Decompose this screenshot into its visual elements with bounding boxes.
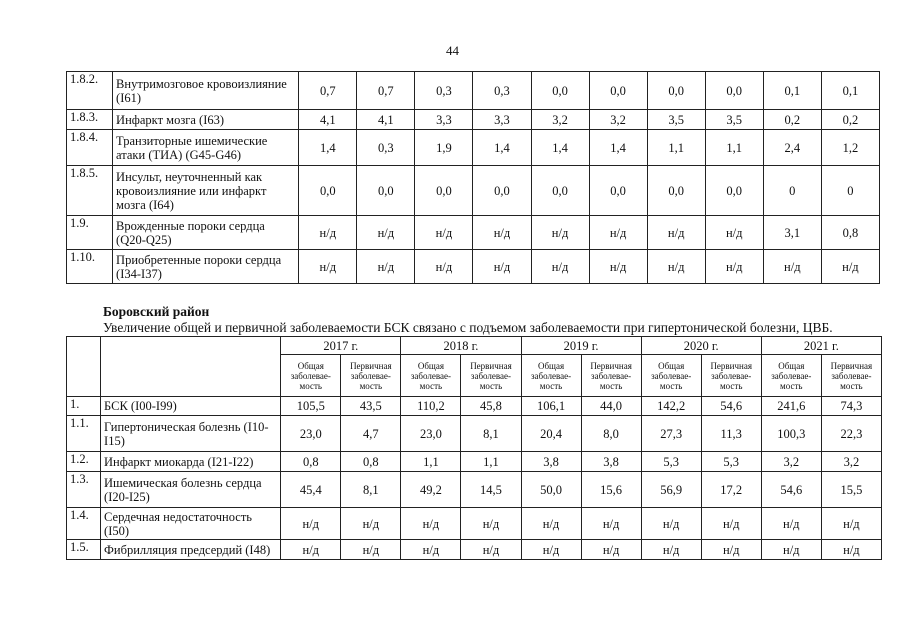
value-cell: 100,3: [761, 416, 821, 452]
table-row: [67, 130, 880, 166]
value-cell: н/д: [581, 508, 641, 540]
value-cell: 1,9: [415, 130, 473, 166]
sub-header-general: Общая заболевае-мость: [761, 355, 821, 397]
value-cell: н/д: [647, 216, 705, 250]
value-cell: 0,0: [531, 72, 589, 110]
value-cell: н/д: [531, 250, 589, 284]
value-cell: 3,5: [647, 110, 705, 130]
row-name: Сердечная недостаточность (I50): [101, 508, 281, 540]
table-continued: [66, 71, 880, 284]
value-cell: 3,8: [581, 452, 641, 472]
value-cell: 0,1: [821, 72, 879, 110]
row-code: 1.: [67, 397, 101, 416]
value-cell: 1,4: [473, 130, 531, 166]
value-cell: 0,0: [357, 166, 415, 216]
value-cell: 4,7: [341, 416, 401, 452]
row-code: 1.8.5.: [67, 166, 113, 216]
value-cell: 0,8: [821, 216, 879, 250]
value-cell: 23,0: [281, 416, 341, 452]
row-code: 1.8.2.: [67, 72, 113, 110]
value-cell: н/д: [641, 508, 701, 540]
value-cell: н/д: [521, 540, 581, 560]
value-cell: 45,4: [281, 472, 341, 508]
value-cell: 0,0: [531, 166, 589, 216]
header-blank-code: [67, 337, 101, 397]
value-cell: 3,3: [473, 110, 531, 130]
value-cell: н/д: [415, 216, 473, 250]
value-cell: 5,3: [701, 452, 761, 472]
row-name: Инсульт, неуточненный как кровоизлияние или инфаркт мозга (I64): [113, 166, 299, 216]
value-cell: 22,3: [821, 416, 881, 452]
row-name: Гипертоническая болезнь (I10-I15): [101, 416, 281, 452]
value-cell: н/д: [647, 250, 705, 284]
value-cell: 8,1: [341, 472, 401, 508]
value-cell: 3,2: [821, 452, 881, 472]
value-cell: н/д: [357, 250, 415, 284]
value-cell: 45,8: [461, 397, 521, 416]
table-borovsky: [66, 336, 882, 560]
value-cell: н/д: [589, 250, 647, 284]
value-cell: 4,1: [357, 110, 415, 130]
value-cell: 106,1: [521, 397, 581, 416]
row-code: 1.1.: [67, 416, 101, 452]
table-row: [67, 110, 880, 130]
table-row: [67, 508, 882, 540]
value-cell: 3,2: [761, 452, 821, 472]
value-cell: 0,0: [647, 72, 705, 110]
value-cell: н/д: [821, 508, 881, 540]
table-row: [67, 216, 880, 250]
row-code: 1.5.: [67, 540, 101, 560]
value-cell: 0,8: [341, 452, 401, 472]
value-cell: 1,1: [705, 130, 763, 166]
value-cell: н/д: [521, 508, 581, 540]
value-cell: 5,3: [641, 452, 701, 472]
value-cell: 49,2: [401, 472, 461, 508]
value-cell: н/д: [299, 216, 357, 250]
value-cell: 3,3: [415, 110, 473, 130]
sub-header-general: Общая заболевае-мость: [401, 355, 461, 397]
value-cell: 0: [763, 166, 821, 216]
row-code: 1.10.: [67, 250, 113, 284]
value-cell: 0,7: [357, 72, 415, 110]
value-cell: н/д: [281, 508, 341, 540]
value-cell: 14,5: [461, 472, 521, 508]
sub-header-general: Общая заболевае-мость: [641, 355, 701, 397]
sub-header-primary: Первичная заболевае-мость: [821, 355, 881, 397]
value-cell: 11,3: [701, 416, 761, 452]
value-cell: 44,0: [581, 397, 641, 416]
year-header: 2018 г.: [401, 337, 521, 355]
row-code: 1.4.: [67, 508, 101, 540]
value-cell: 1,4: [299, 130, 357, 166]
value-cell: 0,2: [821, 110, 879, 130]
value-cell: 110,2: [401, 397, 461, 416]
value-cell: н/д: [761, 508, 821, 540]
sub-header-general: Общая заболевае-мость: [281, 355, 341, 397]
value-cell: 3,2: [531, 110, 589, 130]
row-name: Инфаркт миокарда (I21-I22): [101, 452, 281, 472]
value-cell: 74,3: [821, 397, 881, 416]
value-cell: 0,7: [299, 72, 357, 110]
row-code: 1.9.: [67, 216, 113, 250]
value-cell: н/д: [821, 540, 881, 560]
value-cell: 8,0: [581, 416, 641, 452]
value-cell: н/д: [705, 216, 763, 250]
table-row: [67, 540, 882, 560]
row-name: Транзиторные ишемические атаки (ТИА) (G45-G46): [113, 130, 299, 166]
value-cell: 0,3: [415, 72, 473, 110]
sub-header-general: Общая заболевае-мость: [521, 355, 581, 397]
table-row: [67, 472, 882, 508]
value-cell: 43,5: [341, 397, 401, 416]
value-cell: 50,0: [521, 472, 581, 508]
value-cell: 1,1: [401, 452, 461, 472]
value-cell: 54,6: [701, 397, 761, 416]
value-cell: 0,0: [415, 166, 473, 216]
row-code: 1.2.: [67, 452, 101, 472]
value-cell: н/д: [641, 540, 701, 560]
value-cell: 1,1: [461, 452, 521, 472]
value-cell: 241,6: [761, 397, 821, 416]
row-name: БСК (I00-I99): [101, 397, 281, 416]
value-cell: н/д: [341, 508, 401, 540]
table-row: [67, 416, 882, 452]
value-cell: 0,0: [589, 166, 647, 216]
value-cell: н/д: [415, 250, 473, 284]
value-cell: 105,5: [281, 397, 341, 416]
value-cell: н/д: [581, 540, 641, 560]
row-code: 1.8.4.: [67, 130, 113, 166]
value-cell: н/д: [701, 508, 761, 540]
value-cell: 4,1: [299, 110, 357, 130]
header-blank-name: [101, 337, 281, 397]
value-cell: 0,3: [357, 130, 415, 166]
year-header: 2020 г.: [641, 337, 761, 355]
value-cell: 0,0: [647, 166, 705, 216]
value-cell: н/д: [401, 540, 461, 560]
value-cell: н/д: [461, 540, 521, 560]
value-cell: 3,5: [705, 110, 763, 130]
value-cell: 3,2: [589, 110, 647, 130]
table-row: [67, 250, 880, 284]
value-cell: 142,2: [641, 397, 701, 416]
value-cell: 15,6: [581, 472, 641, 508]
value-cell: н/д: [473, 250, 531, 284]
row-code: 1.3.: [67, 472, 101, 508]
value-cell: 54,6: [761, 472, 821, 508]
row-name: Внутримозговое кровоизлияние (I61): [113, 72, 299, 110]
value-cell: н/д: [761, 540, 821, 560]
page-number: 44: [446, 43, 459, 58]
value-cell: 0,0: [589, 72, 647, 110]
sub-header-primary: Первичная заболевае-мость: [581, 355, 641, 397]
table-row: [67, 166, 880, 216]
value-cell: 0: [821, 166, 879, 216]
value-cell: н/д: [531, 216, 589, 250]
header-row-years: [67, 337, 882, 355]
value-cell: 3,8: [521, 452, 581, 472]
value-cell: 27,3: [641, 416, 701, 452]
value-cell: 0,0: [299, 166, 357, 216]
sub-header-primary: Первичная заболевае-мость: [341, 355, 401, 397]
value-cell: н/д: [461, 508, 521, 540]
value-cell: 1,4: [531, 130, 589, 166]
row-code: 1.8.3.: [67, 110, 113, 130]
value-cell: 1,4: [589, 130, 647, 166]
value-cell: 1,2: [821, 130, 879, 166]
value-cell: 20,4: [521, 416, 581, 452]
row-name: Приобретенные пороки сердца (I34-I37): [113, 250, 299, 284]
table-row: [67, 397, 882, 416]
value-cell: 0,0: [473, 166, 531, 216]
value-cell: н/д: [281, 540, 341, 560]
row-name: Врожденные пороки сердца (Q20-Q25): [113, 216, 299, 250]
value-cell: н/д: [701, 540, 761, 560]
value-cell: 0,8: [281, 452, 341, 472]
value-cell: н/д: [341, 540, 401, 560]
value-cell: 2,4: [763, 130, 821, 166]
value-cell: 0,2: [763, 110, 821, 130]
sub-header-primary: Первичная заболевае-мость: [461, 355, 521, 397]
row-name: Ишемическая болезнь сердца (I20-I25): [101, 472, 281, 508]
value-cell: 1,1: [647, 130, 705, 166]
value-cell: 0,0: [705, 166, 763, 216]
value-cell: 8,1: [461, 416, 521, 452]
section-title: Боровский район: [103, 304, 210, 319]
year-header: 2021 г.: [761, 337, 881, 355]
value-cell: 0,3: [473, 72, 531, 110]
value-cell: 0,1: [763, 72, 821, 110]
sub-header-primary: Первичная заболевае-мость: [701, 355, 761, 397]
year-header: 2019 г.: [521, 337, 641, 355]
section-description: Увеличение общей и первичной заболеваемости БСК связано с подъемом заболеваемости при гипертонической болезни, ЦВБ.: [103, 320, 833, 335]
value-cell: 17,2: [701, 472, 761, 508]
value-cell: н/д: [589, 216, 647, 250]
row-name: Инфаркт мозга (I63): [113, 110, 299, 130]
value-cell: н/д: [473, 216, 531, 250]
value-cell: н/д: [299, 250, 357, 284]
value-cell: н/д: [357, 216, 415, 250]
value-cell: н/д: [401, 508, 461, 540]
value-cell: 3,1: [763, 216, 821, 250]
value-cell: 23,0: [401, 416, 461, 452]
value-cell: 15,5: [821, 472, 881, 508]
row-name: Фибрилляция предсердий (I48): [101, 540, 281, 560]
value-cell: 0,0: [705, 72, 763, 110]
value-cell: н/д: [821, 250, 879, 284]
year-header: 2017 г.: [281, 337, 401, 355]
value-cell: 56,9: [641, 472, 701, 508]
value-cell: н/д: [705, 250, 763, 284]
table-row: [67, 452, 882, 472]
table-row: [67, 72, 880, 110]
value-cell: н/д: [763, 250, 821, 284]
